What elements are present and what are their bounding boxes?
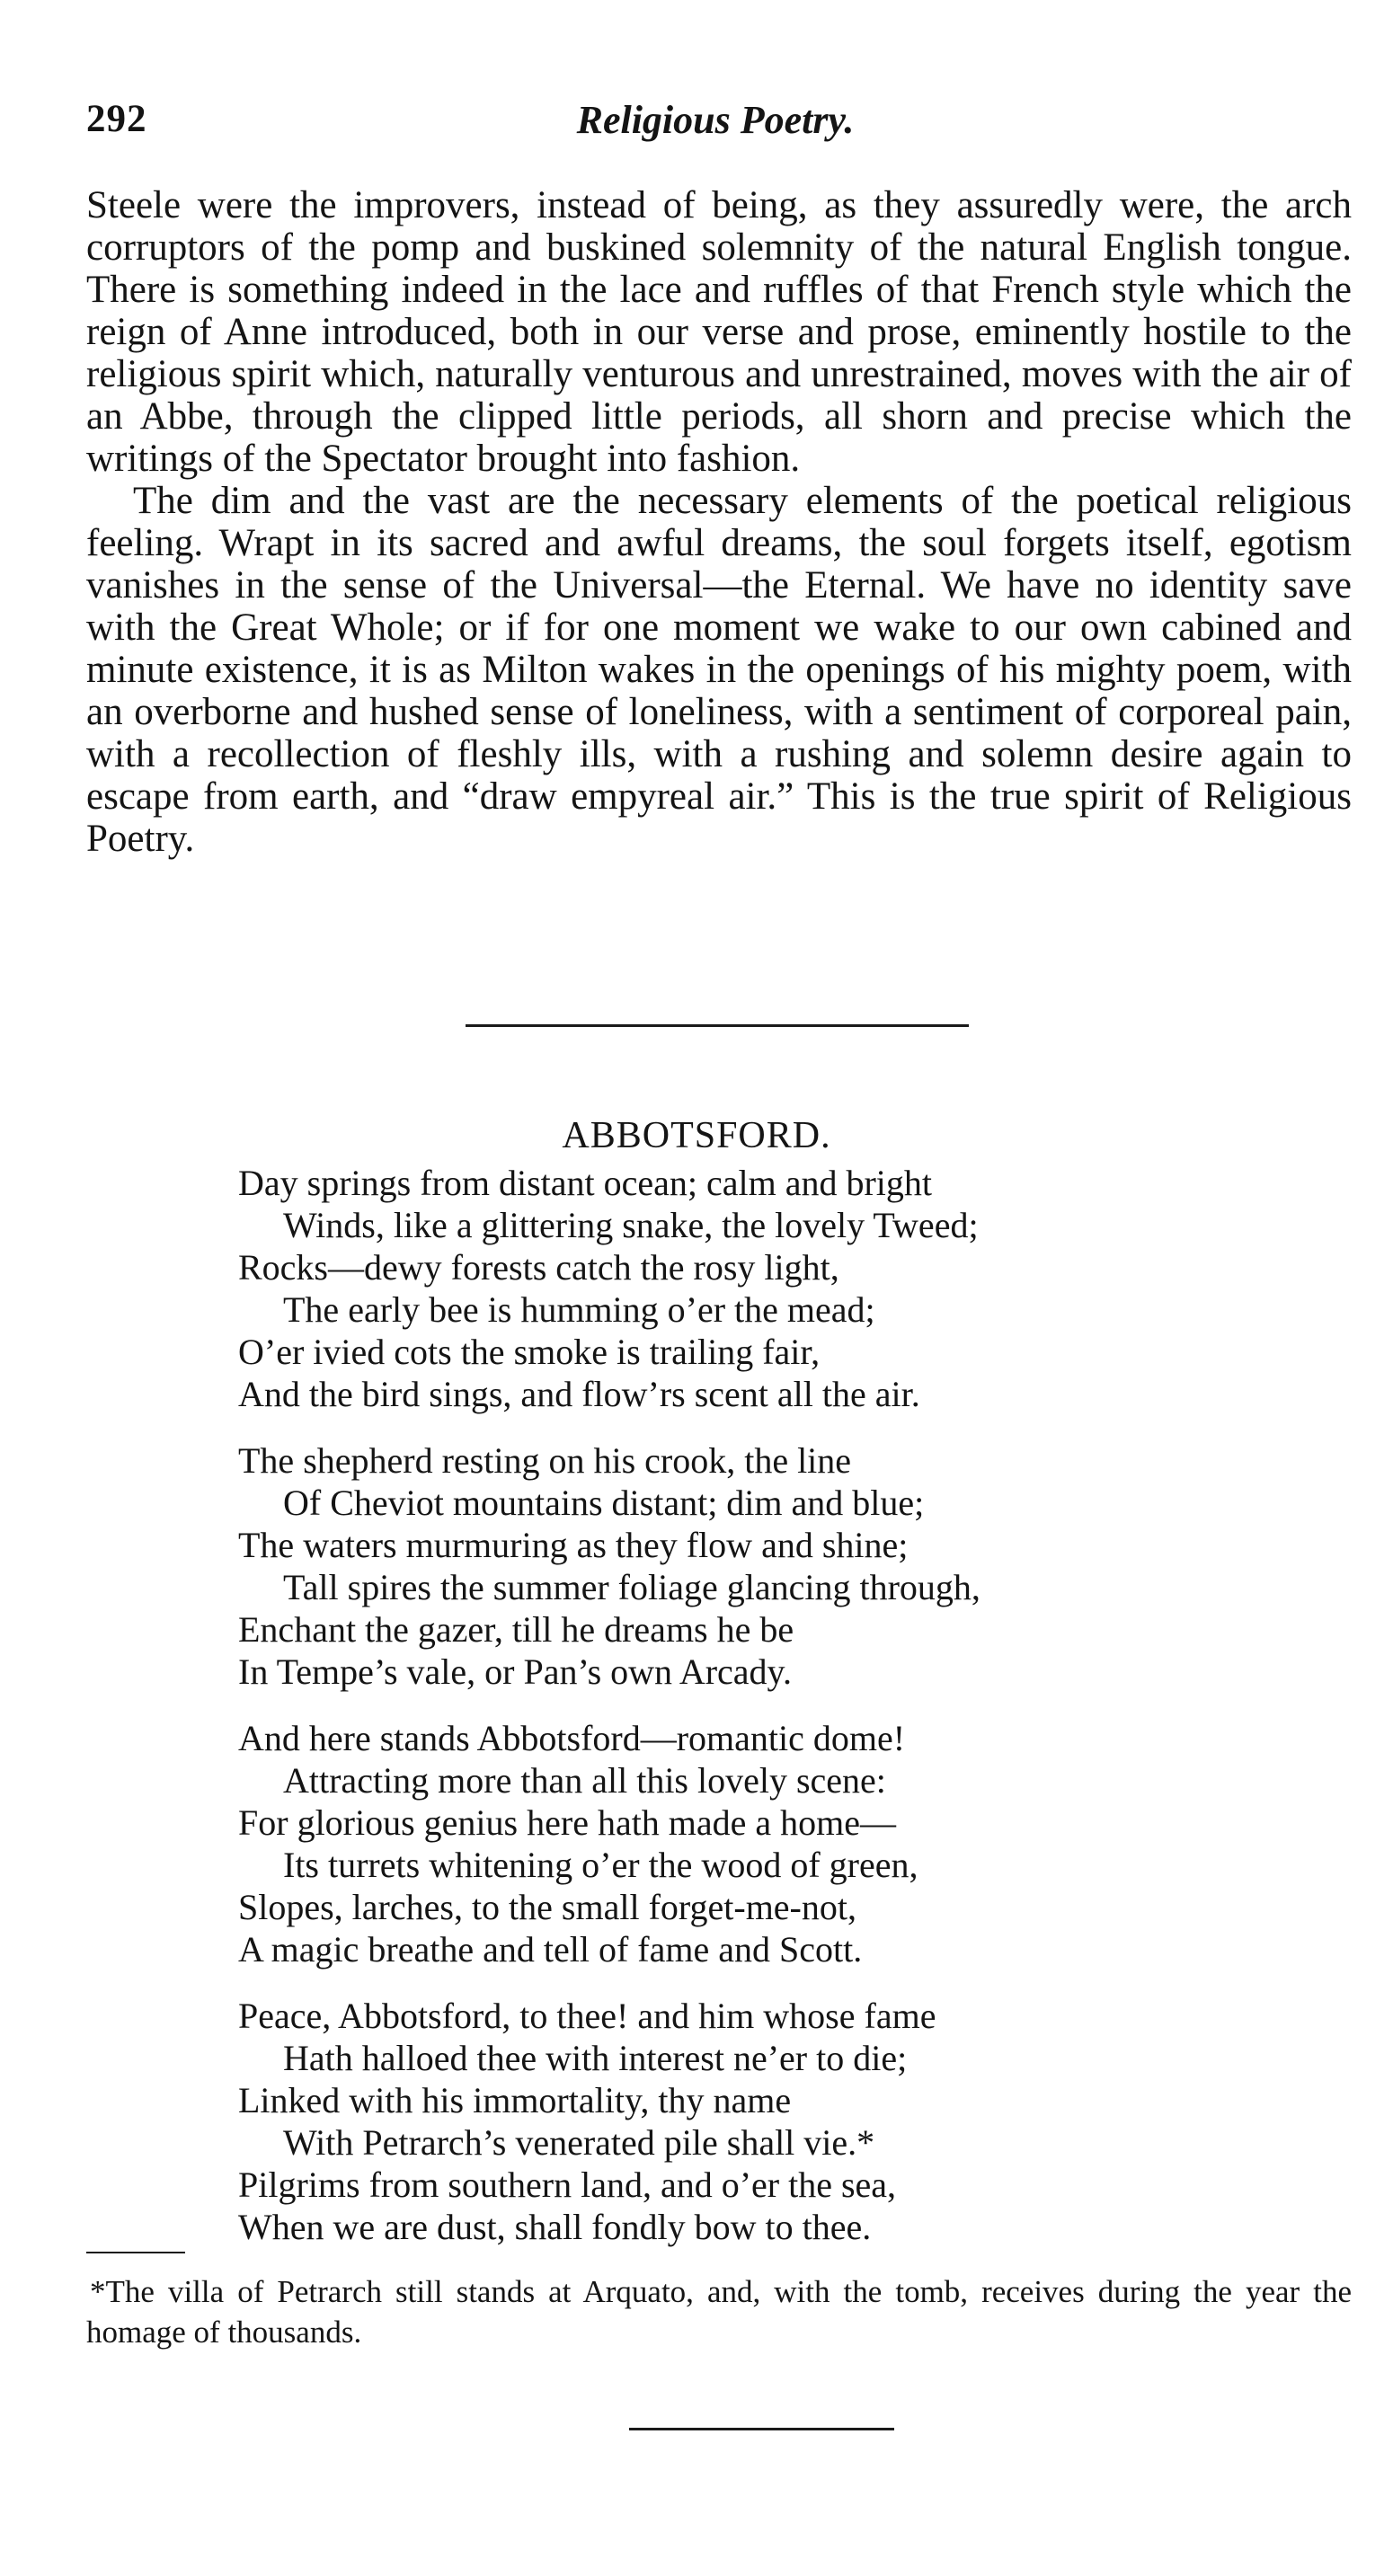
poem-line: A magic breathe and tell of fame and Scott.	[238, 1929, 863, 1970]
footnote	[86, 2271, 1352, 2352]
poem-line: And here stands Abbotsford—romantic dome!	[238, 1718, 906, 1758]
poem-stanza	[238, 1439, 1263, 1693]
poem-line: The early bee is humming o’er the mead;	[283, 1289, 875, 1330]
prose-paragraph: The dim and the vast are the necessary elements of the poetical religious feeling. Wrapt in its sacred and awful dreams, the soul forgets itself, egotism vanishes in the sense of the Universal—the Eternal. We have no identity save with the Great Whole; or if for one moment we wake to our own cabined and minute existence, it is as Milton wakes in the openings of his mighty poem, with an overborne and hushed sense of loneliness, with a sentiment of corporeal pain, with a recollection of fleshly ills, with a rushing and solemn desire again to escape from earth, and “draw empyreal air.” This is the true spirit of Religious Poetry.	[86, 480, 1352, 860]
prose-paragraph: Steele were the improvers, instead of being, as they assuredly were, the arch corruptors of the pomp and buskined solemnity of the natural English tongue. There is something indeed in the lace and ruffles of that French style which the reign of Anne introduced, both in our verse and prose, eminently hostile to the religious spirit which, naturally venturous and unrestrained, moves with the air of an Abbe, through the clipped little periods, all shorn and precise which the writings of the Spectator brought into fashion.	[86, 184, 1352, 480]
poem-line: When we are dust, shall fondly bow to thee.	[238, 2207, 872, 2247]
poem-line: Of Cheviot mountains distant; dim and blue;	[283, 1483, 925, 1523]
poem-line: Its turrets whitening o’er the wood of green,	[283, 1845, 918, 1885]
poem-line: The waters murmuring as they flow and shine;	[238, 1525, 909, 1565]
poem-title: ABBOTSFORD.	[562, 1115, 831, 1156]
poem-line: With Petrarch’s venerated pile shall vie.*	[283, 2122, 875, 2163]
running-head	[86, 97, 1344, 151]
poem-line: Rocks—dewy forests catch the rosy light,	[238, 1247, 839, 1288]
poem-line: And the bird sings, and flow’rs scent all the air.	[238, 1374, 920, 1414]
poem-line: Enchant the gazer, till he dreams he be	[238, 1609, 794, 1650]
poem-line: Linked with his immortality, thy name	[238, 2080, 792, 2120]
page-number: 292	[86, 98, 147, 140]
poem-line: Attracting more than all this lovely scene:	[283, 1760, 886, 1801]
poem-stanza	[238, 1717, 1263, 1970]
footnote-rule	[86, 2252, 185, 2253]
poem-line: Day springs from distant ocean; calm and bright	[238, 1163, 933, 1203]
prose-section	[86, 184, 1352, 860]
poem	[238, 1162, 1263, 2272]
poem-line: In Tempe’s vale, or Pan’s own Arcady.	[238, 1651, 792, 1692]
footnote-text: *The villa of Petrarch still stands at Arquato, and, with the tomb, receives during the year the homage of thousands.	[86, 2274, 1352, 2350]
end-divider	[629, 2428, 894, 2430]
poem-line: For glorious genius here hath made a home—	[238, 1802, 897, 1843]
poem-line: Hath halloed thee with interest ne’er to die;	[283, 2038, 908, 2078]
poem-line: Winds, like a glittering snake, the lovely Tweed;	[283, 1205, 979, 1245]
poem-stanza	[238, 1162, 1263, 1415]
poem-line: Tall spires the summer foliage glancing through,	[283, 1567, 980, 1607]
poem-stanza	[238, 1995, 1263, 2248]
section-divider	[466, 1024, 969, 1027]
poem-line: Peace, Abbotsford, to thee! and him whose fame	[238, 1996, 936, 2036]
running-title: Religious Poetry.	[576, 98, 855, 142]
poem-line: Pilgrims from southern land, and o’er the sea,	[238, 2164, 897, 2205]
poem-line: O’er ivied cots the smoke is trailing fair,	[238, 1332, 821, 1372]
poem-line: Slopes, larches, to the small forget-me-not,	[238, 1887, 856, 1927]
poem-line: The shepherd resting on his crook, the line	[238, 1440, 852, 1481]
